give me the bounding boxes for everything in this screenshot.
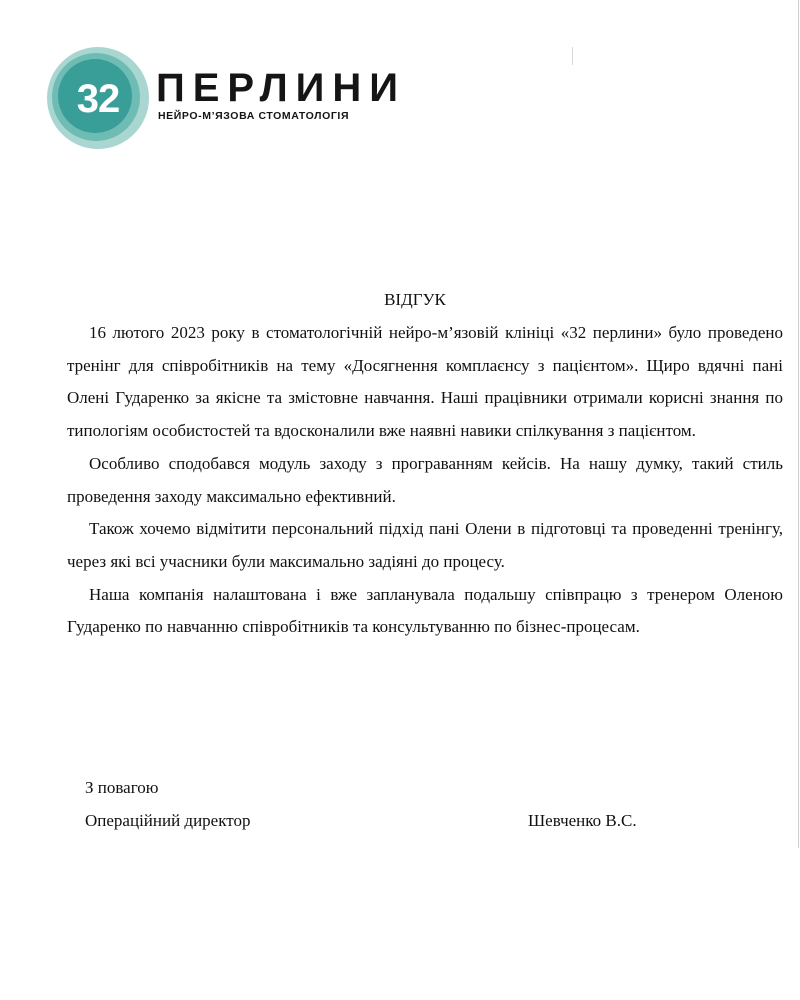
letter-body — [67, 317, 783, 644]
letter-title: ВІДГУК — [384, 290, 446, 309]
signer-name: Шевченко В.С. — [528, 811, 637, 830]
brand-tagline: НЕЙРО-М’ЯЗОВА СТОМАТОЛОГІЯ — [158, 110, 350, 122]
clinic-logo — [46, 46, 407, 152]
brand-name: ПЕРЛИНИ — [156, 66, 407, 110]
paragraph-approach: Також хочемо відмітити персональний підхід пані Олени в підготовці та проведенні тренінгу, через які всі учасники були максимально задіяні до процесу. — [67, 519, 783, 571]
logo-number: 32 — [76, 76, 120, 121]
cursor-mark — [572, 47, 573, 65]
paragraph-module: Особливо сподобався модуль заходу з програванням кейсів. На нашу думку, такий стиль проведення заходу максимально ефективний. — [67, 453, 783, 506]
signer-title: Операційний директор — [85, 811, 251, 830]
closing-phrase: З повагою — [85, 778, 159, 797]
page-edge-line — [798, 0, 799, 848]
paragraph-training: 16 лютого 2023 року в стоматологічній нейро-м’язовій клініці «32 перлини» було проведено тренінг для співробітників на тему «Досягнення комплаєнсу з пацієнтом». Щиро вдячні пані Олені Гударенко за якісне та змістовне навчання. Наші працівники отримали корисні знання по типологіям особистостей та вдосконалили вже наявні навики спілкування з пацієнтом. — [67, 323, 783, 441]
paragraph-cooperation: Наша компанія налаштована і вже запланувала подальшу співпрацю з тренером Оленою Гударенко по навчанню співробітників та консультуванню по бізнес-процесам. — [67, 584, 783, 637]
